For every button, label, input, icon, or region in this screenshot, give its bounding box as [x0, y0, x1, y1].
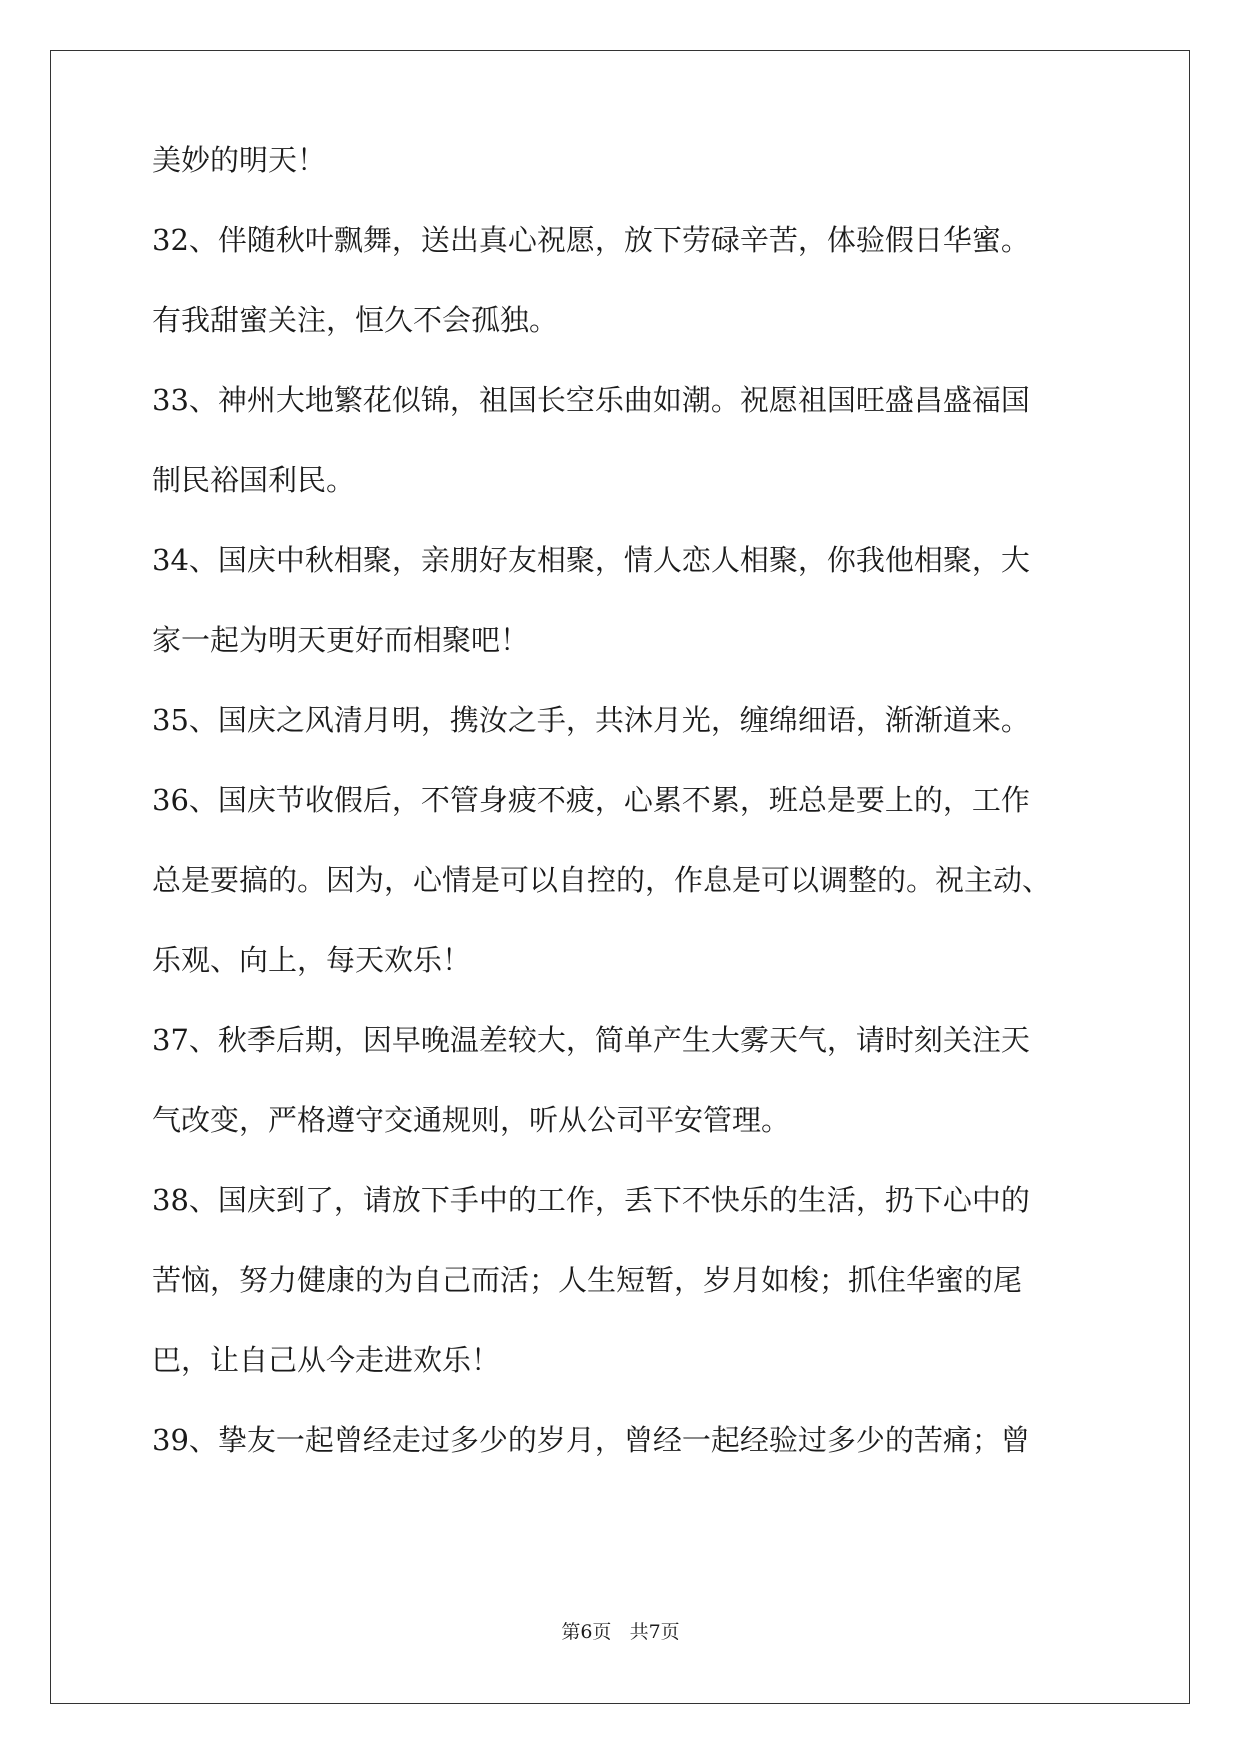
- text-line: 苦恼，努力健康的为自己而活；人生短暂，岁月如梭；抓住华蜜的尾: [152, 1263, 1023, 1297]
- text-line: 制民裕国利民。: [152, 463, 356, 497]
- page-footer: [0, 1617, 1241, 1644]
- page-number: 第6页: [561, 1621, 612, 1643]
- text-line: 美妙的明天！: [152, 143, 327, 177]
- document-body: [152, 143, 1132, 1520]
- text-line: 39、挚友一起曾经走过多少的岁月，曾经一起经验过多少的苦痛；曾: [152, 1423, 1030, 1457]
- page-total: 共7页: [629, 1621, 680, 1643]
- text-line: 巴，让自己从今走进欢乐！: [152, 1343, 501, 1377]
- text-line: 34、国庆中秋相聚，亲朋好友相聚，情人恋人相聚，你我他相聚，大: [152, 543, 1030, 577]
- text-line: 32、伴随秋叶飘舞，送出真心祝愿，放下劳碌辛苦，体验假日华蜜。: [152, 223, 1030, 257]
- text-line: 家一起为明天更好而相聚吧！: [152, 623, 530, 657]
- text-line: 38、国庆到了，请放下手中的工作，丢下不快乐的生活，扔下心中的: [152, 1183, 1030, 1217]
- text-line: 有我甜蜜关注，恒久不会孤独。: [152, 303, 559, 337]
- text-line: 36、国庆节收假后，不管身疲不疲，心累不累，班总是要上的，工作: [152, 783, 1030, 817]
- text-line: 35、国庆之风清月明，携汝之手，共沐月光，缠绵细语，渐渐道来。: [152, 703, 1030, 737]
- text-line: 气改变，严格遵守交通规则，听从公司平安管理。: [152, 1103, 791, 1137]
- text-line: 总是要搞的。因为，心情是可以自控的，作息是可以调整的。祝主动、: [152, 863, 1052, 897]
- text-line: 33、神州大地繁花似锦，祖国长空乐曲如潮。祝愿祖国旺盛昌盛福国: [152, 383, 1030, 417]
- text-line: 乐观、向上，每天欢乐！: [152, 943, 472, 977]
- text-line: 37、秋季后期，因早晚温差较大，简单产生大雾天气，请时刻关注天: [152, 1023, 1030, 1057]
